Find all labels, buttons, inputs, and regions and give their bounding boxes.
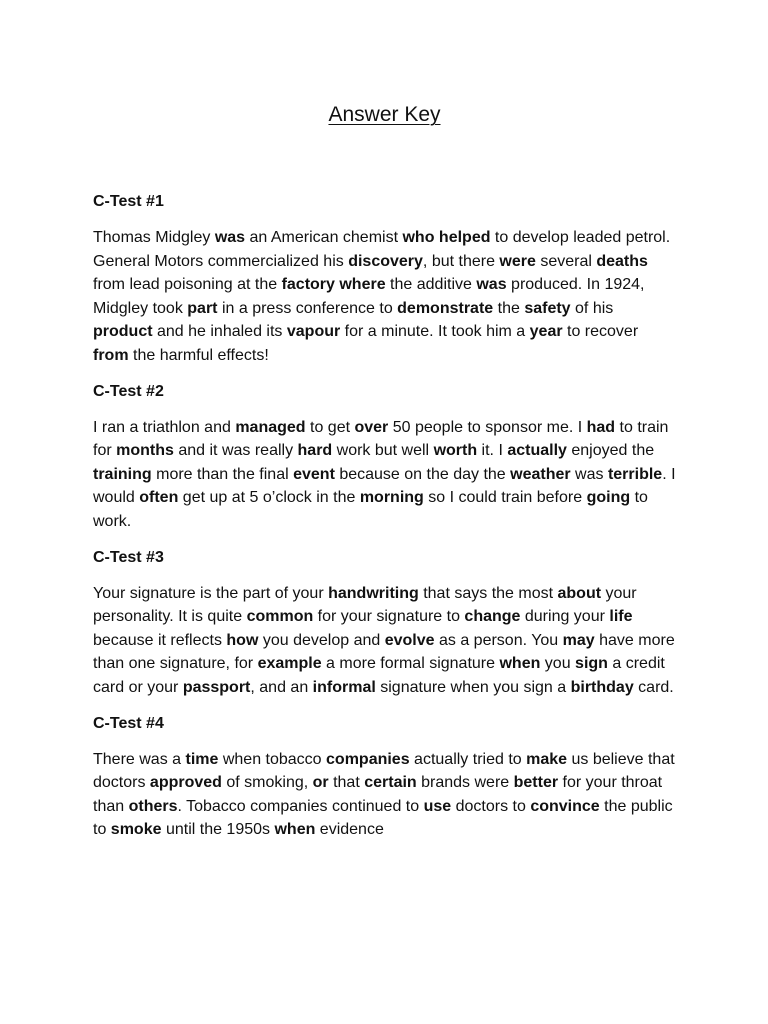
answer-word: going (586, 489, 631, 507)
c-test-1-section (93, 192, 676, 368)
answer-word: better (513, 774, 559, 792)
section-paragraph (93, 226, 676, 368)
answer-word: year (529, 323, 563, 341)
paragraph-text: card. (633, 678, 674, 696)
paragraph-text: enjoyed the (566, 442, 655, 460)
paragraph-text: , but there (422, 252, 500, 270)
answer-word: example (257, 655, 322, 673)
answer-word: may (562, 631, 595, 649)
answer-word: when (499, 655, 541, 673)
paragraph-text: . I would (93, 465, 676, 507)
paragraph-text: in a press conference to (217, 299, 398, 317)
paragraph-text: the additive (385, 276, 477, 294)
paragraph-text: doctors to (451, 797, 531, 815)
section-heading: C-Test #3 (93, 548, 164, 566)
answer-word: who helped (402, 229, 491, 246)
answer-word: hard (297, 442, 333, 460)
paragraph-text: of smoking, (221, 774, 313, 792)
paragraph-text: for your throat than (93, 774, 663, 815)
answer-word: certain (364, 774, 417, 792)
answer-word: change (464, 608, 521, 626)
paragraph-text: to work. (93, 489, 648, 530)
answer-word: morning (359, 489, 424, 507)
answer-word: life (609, 608, 633, 626)
answer-word: demonstrate (397, 299, 494, 317)
paragraph-text: Your signature is the part of your (93, 584, 329, 602)
c-test-4-section (93, 714, 676, 842)
paragraph-text: get up at 5 o’clock in the (178, 489, 360, 507)
answer-word: use (423, 797, 452, 815)
c-test-2-section (93, 382, 676, 534)
answer-word: weather (510, 465, 571, 483)
paragraph-text: There was a (93, 750, 186, 768)
paragraph-text: more than the final (151, 465, 294, 483)
section-heading: C-Test #2 (93, 382, 164, 400)
answer-word: terrible (607, 465, 663, 483)
answer-word: part (187, 299, 218, 317)
answer-word: sign (575, 655, 608, 673)
answer-word: product (93, 323, 153, 341)
paragraph-text: a credit card or your (93, 655, 665, 696)
answer-word: deaths (596, 252, 648, 270)
answer-word: often (139, 489, 179, 507)
answer-word: vapour (286, 323, 341, 341)
paragraph-text: evidence (315, 821, 384, 839)
c-test-3-section (93, 548, 676, 700)
answer-word: safety (524, 299, 571, 317)
answer-word: smoke (110, 821, 162, 839)
paragraph-text: for a minute. It took him a (340, 323, 530, 341)
section-heading: C-Test #1 (93, 193, 164, 210)
answer-word: convince (530, 797, 600, 815)
answer-word: was (476, 276, 507, 294)
paragraph-text: several (535, 252, 597, 270)
section-paragraph (93, 582, 676, 700)
answer-word: handwriting (328, 584, 419, 602)
answer-word: worth (433, 442, 478, 460)
answer-word: how (226, 631, 259, 649)
paragraph-text: until the 1950s (161, 821, 275, 839)
paragraph-text: 50 people to sponsor me. I (388, 418, 587, 436)
paragraph-text: because it reflects (93, 631, 227, 649)
answer-word: make (526, 750, 568, 768)
answer-word: over (354, 418, 389, 436)
paragraph-text: so I could train before (423, 489, 587, 507)
paragraph-text: have more than one signature, for (93, 631, 675, 673)
answer-word: event (293, 465, 335, 483)
paragraph-text: to get (305, 418, 355, 436)
section-paragraph (93, 416, 676, 534)
paragraph-text: from lead poisoning at the (93, 276, 282, 294)
answer-word: months (116, 442, 174, 460)
paragraph-text: work but well (332, 442, 434, 460)
paragraph-text: produced. In 1924, Midgley took (93, 276, 645, 317)
paragraph-text: you (540, 655, 576, 673)
paragraph-text: when tobacco (218, 750, 327, 768)
answer-word: informal (312, 678, 376, 696)
section-heading: C-Test #4 (93, 714, 164, 732)
paragraph-text: us believe that doctors (93, 750, 675, 792)
paragraph-text: to train for (93, 418, 669, 460)
paragraph-text: you develop and (258, 631, 385, 649)
answer-word: were (499, 252, 536, 270)
paragraph-text: it. I (477, 442, 508, 460)
answer-word: birthday (570, 678, 634, 696)
paragraph-text: during your (520, 608, 610, 626)
answer-word: was (214, 229, 246, 246)
paragraph-text: that says the most (418, 584, 558, 602)
paragraph-text: to recover (562, 323, 639, 341)
paragraph-text: for your signature to (313, 608, 465, 626)
answer-word: discovery (348, 252, 423, 270)
answer-word: actually (507, 442, 567, 460)
paragraph-text: , and an (250, 678, 313, 696)
paragraph-text: an American chemist (245, 229, 403, 246)
paragraph-text: your personality. It is quite (93, 584, 637, 626)
paragraph-text: I ran a triathlon and (93, 418, 236, 436)
answer-word: about (557, 584, 602, 602)
answer-word: evolve (384, 631, 435, 649)
paragraph-text: of his (570, 299, 614, 317)
paragraph-text: a more formal signature (321, 655, 500, 673)
paragraph-text: that (328, 774, 365, 792)
section-paragraph (93, 748, 676, 842)
answer-word: managed (235, 418, 306, 436)
answer-word: or (312, 774, 329, 792)
paragraph-text: because on the day the (334, 465, 511, 483)
answer-word: common (246, 608, 314, 626)
answer-word: had (586, 418, 616, 436)
paragraph-text: as a person. You (434, 631, 563, 649)
page-title: Answer Key (328, 103, 441, 126)
answer-word: from (93, 346, 129, 364)
answer-word: others (128, 797, 178, 815)
answer-word: approved (149, 774, 222, 792)
paragraph-text: and he inhaled its (152, 323, 287, 341)
paragraph-text: Thomas Midgley (93, 229, 215, 246)
paragraph-text: signature when you sign a (375, 678, 571, 696)
answer-word: training (93, 465, 152, 483)
answer-word: factory where (281, 276, 386, 294)
answer-word: passport (182, 678, 251, 696)
paragraph-text: actually tried to (409, 750, 527, 768)
paragraph-text: the harmful effects! (128, 346, 269, 364)
paragraph-text: and it was really (173, 442, 298, 460)
answer-word: time (185, 750, 219, 768)
paragraph-text: the public to (93, 797, 673, 839)
paragraph-text: to develop leaded petrol. General Motors commercialized his (93, 229, 671, 270)
answer-word: when (274, 821, 316, 839)
paragraph-text: the (493, 299, 525, 317)
paragraph-text: was (570, 465, 608, 483)
answer-word: companies (326, 750, 410, 768)
paragraph-text: . Tobacco companies continued to (177, 797, 424, 815)
paragraph-text: brands were (416, 774, 514, 792)
